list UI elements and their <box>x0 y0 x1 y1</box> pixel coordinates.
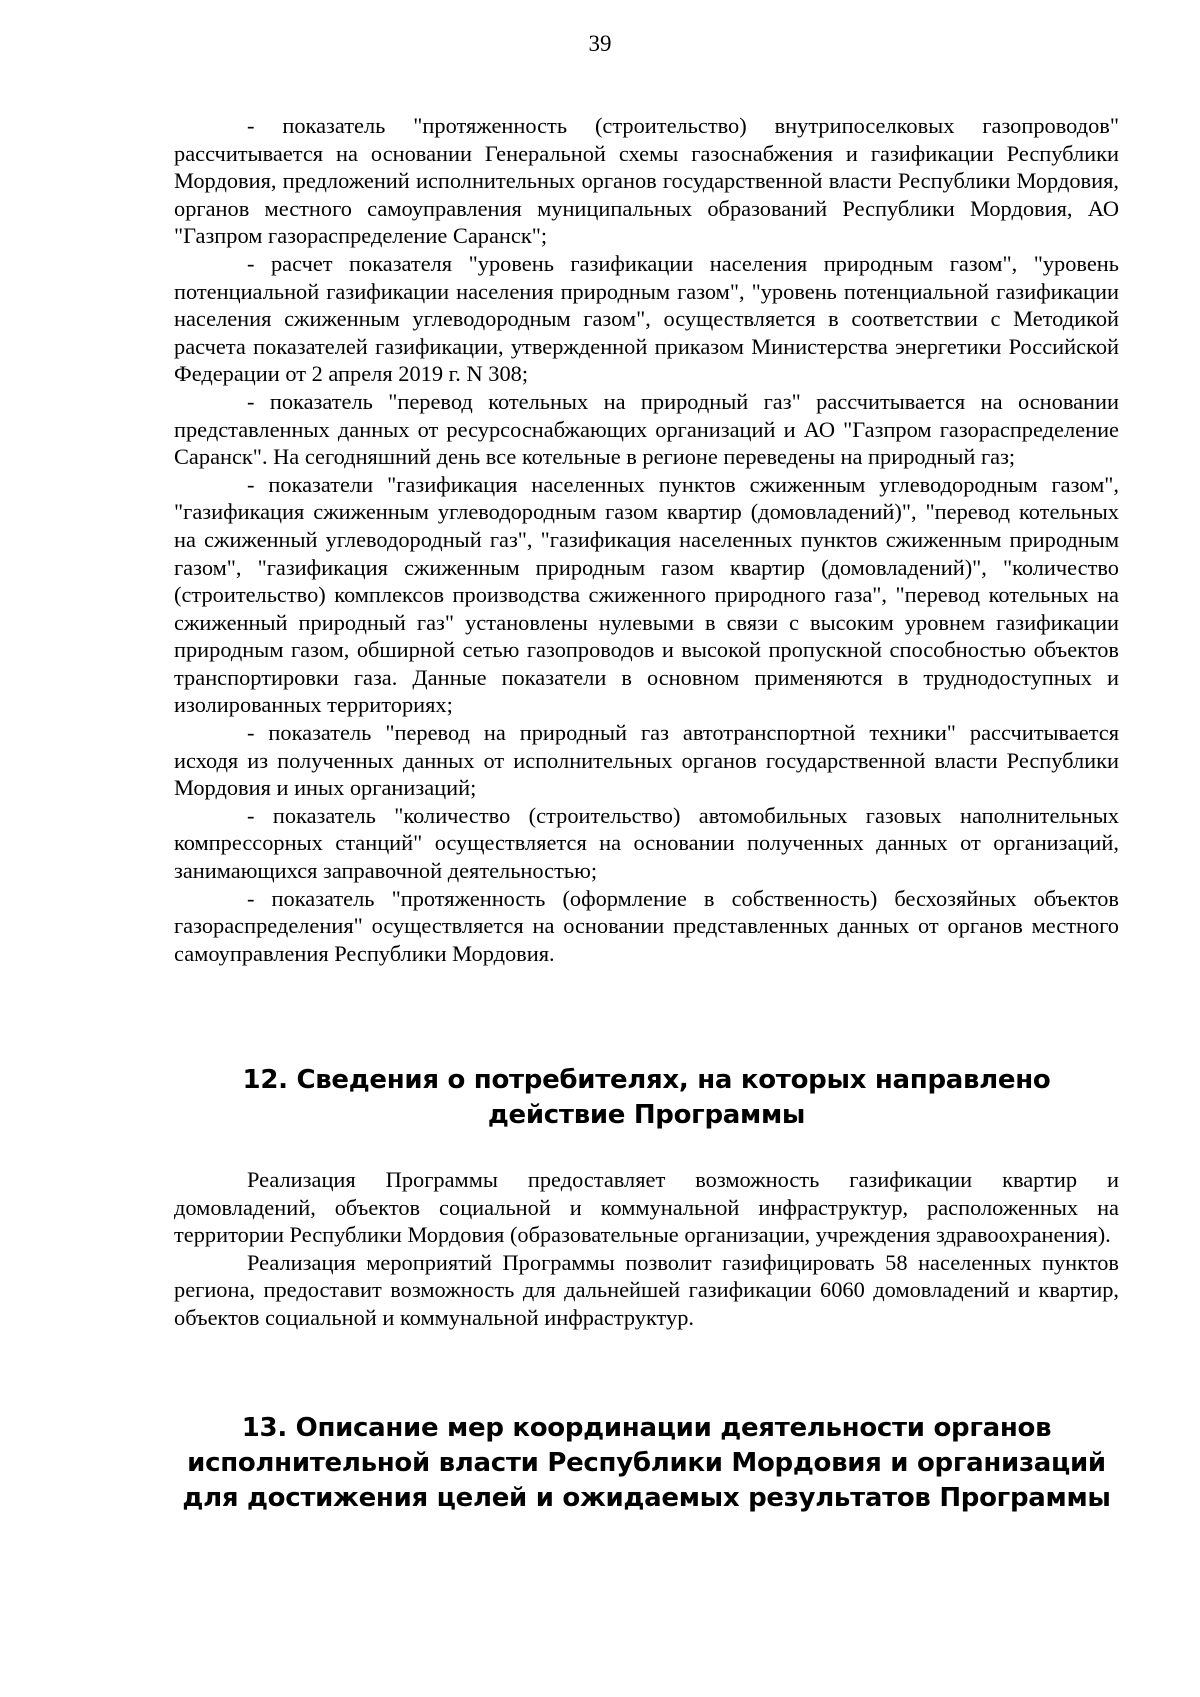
paragraph-vehicle-conversion: - показатель "перевод на природный газ автотранспортной техники" рассчитывается исходя из полученных данных от исполнительных органов государственной власти Республики Мордовия и иных организаций; <box>174 720 1119 801</box>
paragraph-gas-pipeline-length: - показатель "протяженность (строительство) внутрипоселковых газопроводов" рассчитывается на основании Генеральной схемы газоснабжения и газификации Республики Мордовия, предложений исполнительных органов государственной власти Республики Мордовия, органов местного самоуправления муниципальных образований Республики Мордовия, АО "Газпром газораспределение Саранск"; <box>174 113 1119 249</box>
paragraph-program-consumers: Реализация Программы предоставляет возможность газификации квартир и домовладений, объектов социальной и коммунальной инфраструктур, расположенных на территории Республики Мордовия (образовательные организации, учреждения здравоохранения). <box>174 1167 1119 1248</box>
indicator-methodology-block <box>174 112 1119 967</box>
paragraph-program-results: Реализация мероприятий Программы позволит газифицировать 58 населенных пунктов региона, предоставит возможность для дальнейшей газификации 6060 домовладений и квартир, объектов социальной и коммунальной инфраструктур. <box>174 1249 1119 1330</box>
paragraph-ownerless-objects: - показатель "протяженность (оформление в собственность) бесхозяйных объектов газораспределения" осуществляется на основании представленных данных от органов местного самоуправления Республики Мордовия. <box>174 885 1119 966</box>
paragraph-boiler-conversion: - показатель "перевод котельных на природный газ" рассчитывается на основании представленных данных от ресурсоснабжающих организаций и АО "Газпром газораспределение Саранск". На сегодняшний день все котельные в регионе переведены на природный газ; <box>174 388 1119 470</box>
paragraph-gasification-level: - расчет показателя "уровень газификации населения природным газом", "уровень потенциальной газификации населения природным газом", "уровень потенциальной газификации населения сжиженным углеводородным газом", осуществляется в соответствии с Методикой расчета показателей газификации, утвержденной приказом Министерства энергетики Российской Федерации от 2 апреля 2019 г. N 308; <box>174 250 1119 387</box>
section-13-heading: 13. Описание мер координации деятельности органов исполнительной власти Республики Мордовия и организаций для достижения целей и ожидаемых результатов Программы <box>182 1413 1111 1513</box>
section-12-heading: 12. Сведения о потребителях, на которых направлено действие Программы <box>242 1065 1051 1130</box>
page-number: 39 <box>588 31 612 56</box>
section-12-body <box>174 1166 1119 1332</box>
paragraph-filling-stations: - показатель "количество (строительство) автомобильных газовых наполнительных компрессорных станций" осуществляется на основании полученных данных от организаций, занимающихся заправочной деятельностью; <box>174 802 1119 884</box>
paragraph-zero-indicators: - показатели "газификация населенных пунктов сжиженным углеводородным газом", "газификация сжиженным углеводородным газом квартир (домовладений)", "перевод котельных на сжиженный углеводородный газ", "газификация населенных пунктов сжиженным природным газом", "газификация сжиженным природным газом квартир (домовладений)", "количество (строительство) комплексов производства сжиженного природного газа", "перевод котельных на сжиженный природный газ" установлены нулевыми в связи с высоким уровнем газификации природным газом, обширной сетью газопроводов и высокой пропускной способностью объектов транспортировки газа. Данные показатели в основном применяются в труднодоступных и изолированных территориях; <box>174 471 1119 718</box>
